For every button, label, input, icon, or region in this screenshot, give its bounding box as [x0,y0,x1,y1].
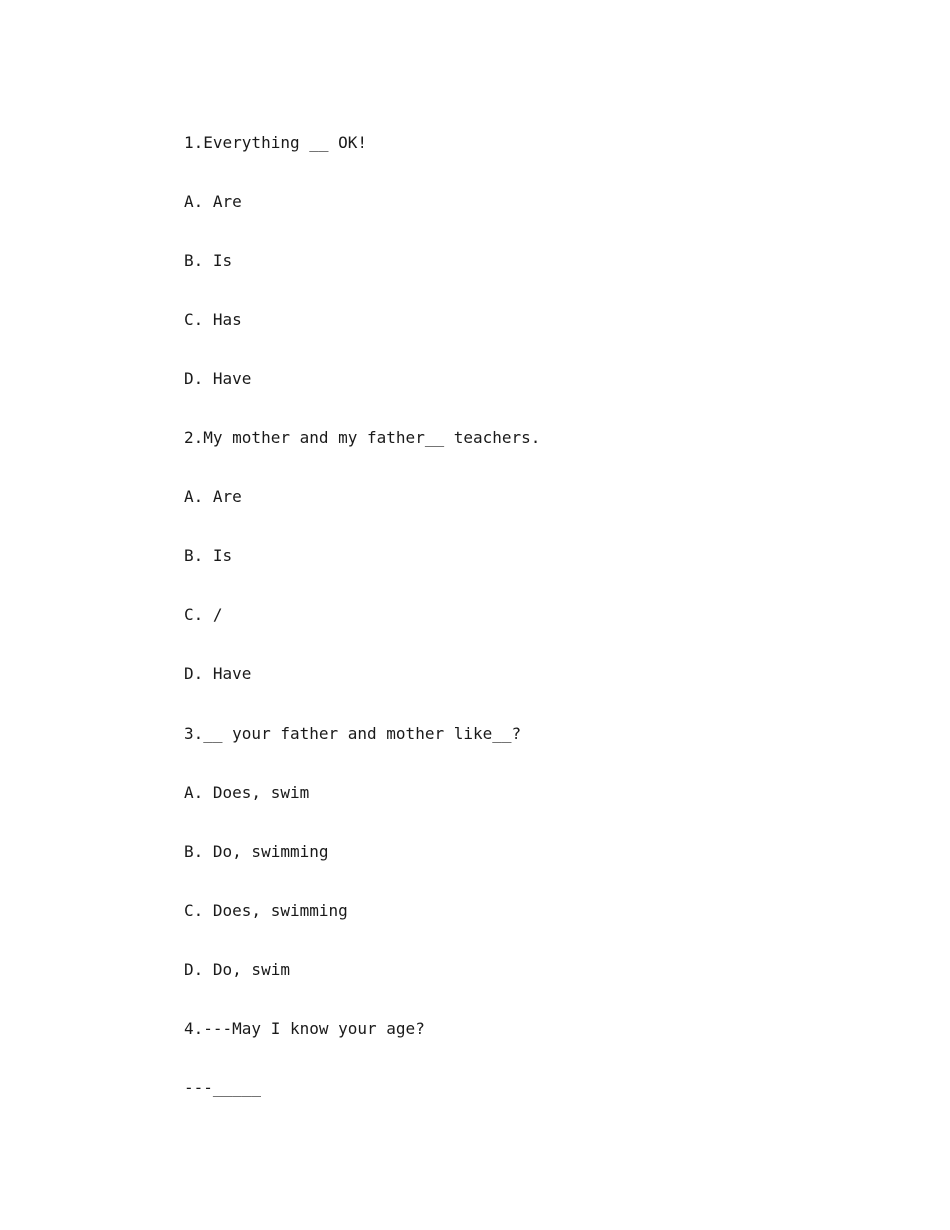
question-3-stem: 3.__ your father and mother like__? [184,724,522,743]
question-2-option-c: C. / [184,605,223,624]
question-2-option-b: B. Is [184,546,233,565]
question-3-option-c: C. Does, swimming [184,901,348,920]
question-3-option-d: D. Do, swim [184,960,290,979]
question-1-option-d: D. Have [184,369,252,388]
question-2-stem: 2.My mother and my father__ teachers. [184,428,541,447]
question-4-stem: 4.---May I know your age? [184,1019,425,1038]
question-1-option-b: B. Is [184,251,233,270]
question-1-option-c: C. Has [184,310,242,329]
question-3-option-a: A. Does, swim [184,783,310,802]
question-1-stem: 1.Everything __ OK! [184,133,368,152]
question-1-option-a: A. Are [184,192,242,211]
question-2-option-a: A. Are [184,487,242,506]
question-2-option-d: D. Have [184,664,252,683]
question-3-option-b: B. Do, swimming [184,842,329,861]
question-4-answer-blank: ---_____ [184,1078,262,1097]
